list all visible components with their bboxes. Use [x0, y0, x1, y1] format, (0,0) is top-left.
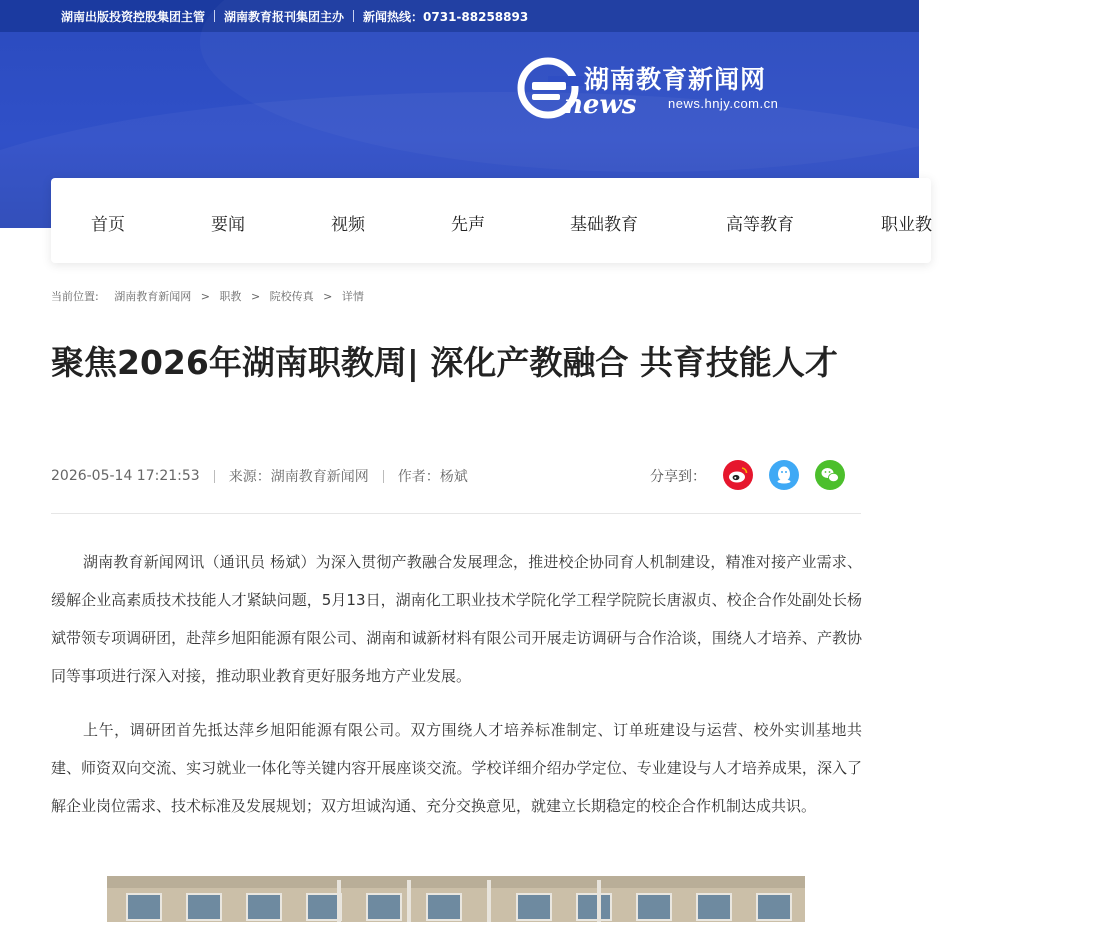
article-photo	[107, 876, 805, 922]
article-datetime: 2026-05-14 17:21:53	[51, 468, 200, 484]
logo-news-text: news	[564, 90, 637, 120]
article-paragraph: 湖南教育新闻网讯（通讯员 杨斌）为深入贯彻产教融合发展理念，推进校企协同育人机制建设，精准对接产业需求、缓解企业高素质技术技能人才紧缺问题，5月13日，湖南化工职业技术学院化学工程学院院长唐淑贞、校企合作处副处长杨斌带领专项调研团，赴萍乡旭阳能源有限公司、湖南和诚新材料有限公司开展走访调研与合作洽谈，围绕人才培养、产教协同等事项进行深入对接，推动职业教育更好服务地方产业发展。	[51, 553, 862, 685]
article-author: 作者：杨斌	[397, 469, 468, 485]
breadcrumb-separator: >	[250, 290, 261, 303]
site-logo[interactable]	[514, 54, 804, 124]
breadcrumb-separator: >	[323, 290, 333, 303]
topbar-item-hotline: 新闻热线：0731-88258893	[363, 9, 529, 24]
article-paragraph: 上午，调研团首先抵达萍乡旭阳能源有限公司。双方围绕人才培养标准制定、订单班建设与运营、校外实训基地共建、师资双向交流、实习就业一体化等关键内容开展座谈交流。学校详细介绍办学定位、专业建设与人才培养成果，深入了解企业岗位需求、技术标准及发展规划；双方坦诚沟通、充分交换意见，就建立长期稳定的校企合作机制达成共识。	[51, 721, 862, 815]
nav-item-home[interactable]: 首页	[91, 215, 125, 235]
breadcrumb-link-home[interactable]: 湖南教育新闻网	[114, 290, 192, 303]
nav-item-headlines[interactable]: 要闻	[211, 215, 245, 235]
breadcrumb-separator: >	[200, 290, 210, 303]
nav-item-vocational-education[interactable]: 职业教	[881, 215, 932, 235]
meta-divider	[383, 470, 384, 483]
nav-item-xiansheng[interactable]: 先声	[451, 215, 485, 235]
wechat-icon[interactable]	[815, 460, 845, 490]
topbar-item-supervisor: 湖南出版投资控股集团主管	[61, 9, 206, 24]
article-source: 来源：湖南教育新闻网	[228, 469, 369, 485]
weibo-icon[interactable]	[723, 460, 753, 490]
share-label: 分享到：	[650, 469, 706, 485]
logo-title: 湖南教育新闻网	[584, 65, 767, 94]
meta-divider-line	[51, 513, 861, 514]
article-meta	[51, 466, 468, 486]
nav-item-basic-education[interactable]: 基础教育	[570, 215, 638, 235]
article-title: 聚焦2026年湖南职教周| 深化产教融合 共育技能人才	[51, 343, 838, 382]
breadcrumb-current: 详情	[341, 290, 364, 303]
topbar-item-sponsor: 湖南教育报刊集团主办	[224, 9, 345, 24]
building-photo	[107, 876, 805, 922]
logo-domain: news.hnjy.com.cn	[668, 96, 779, 111]
main-nav	[51, 178, 931, 263]
nav-item-higher-education[interactable]: 高等教育	[726, 215, 794, 235]
breadcrumb-label: 当前位置:	[51, 290, 99, 303]
meta-divider	[214, 470, 215, 483]
breadcrumb-link-vocational[interactable]: 职教	[219, 290, 242, 303]
breadcrumb-link-college-news[interactable]: 院校传真	[269, 290, 314, 303]
nav-item-video[interactable]: 视频	[331, 215, 365, 235]
breadcrumb	[51, 288, 370, 304]
qq-icon[interactable]	[769, 460, 799, 490]
